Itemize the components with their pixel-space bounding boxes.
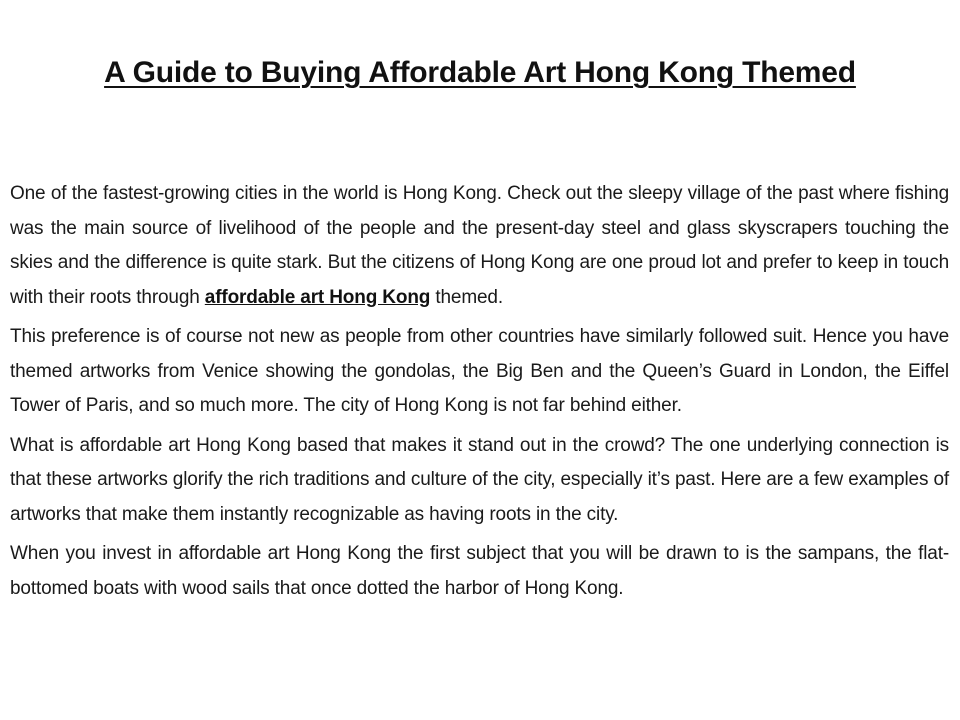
paragraph-1-tail: themed. — [430, 286, 503, 308]
paragraph-2: This preference is of course not new as people from other countries have similarly followed suit. Hence you have themed artworks from Venice showing the gondolas, the Big Ben and the Queen’s Guard in London, the Eiffel Tower of Paris, and so much more. The city of Hong Kong is not far behind either. — [10, 326, 949, 416]
page-title: A Guide to Buying Affordable Art Hong Kong Themed — [104, 56, 856, 89]
article-body — [10, 177, 949, 611]
affordable-art-link[interactable]: affordable art Hong Kong — [204, 286, 431, 308]
paragraph-4: When you invest in affordable art Hong Kong the first subject that you will be drawn to is the sampans, the flat-bottomed boats with wood sails that once dotted the harbor of Hong Kong. — [10, 543, 949, 599]
paragraph-3: What is affordable art Hong Kong based that makes it stand out in the crowd? The one underlying connection is that these artworks glorify the rich traditions and culture of the city, especially it’s past. Here are a few examples of artworks that make them instantly recognizable as having roots in the city. — [10, 434, 949, 525]
paragraph-1-text: One of the fastest-growing cities in the world is Hong Kong. Check out the sleepy village of the past where fishing was the main source of livelihood of the people and the present-day steel and glass skyscrapers touching the skies and the difference is quite stark. But the citizens of Hong Kong are one proud lot and prefer to keep in touch with their roots through — [10, 183, 949, 308]
paragraph-1 — [10, 177, 949, 315]
